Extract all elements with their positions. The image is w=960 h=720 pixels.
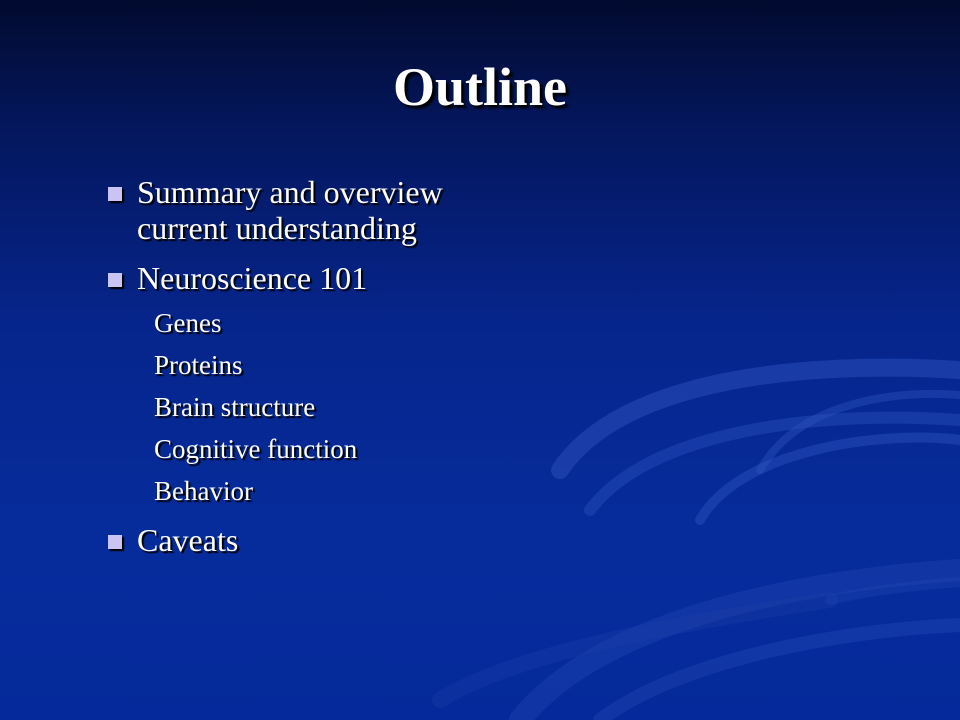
sub-bullet-item: Cognitive function <box>154 434 358 464</box>
bullet-label: Neuroscience 101 <box>137 260 368 296</box>
slide-title: Outline <box>392 57 568 117</box>
square-bullet-icon <box>108 273 122 287</box>
sub-bullet-list <box>104 302 524 512</box>
sub-bullet-item: Behavior <box>154 476 253 506</box>
bullet-item-neuroscience <box>104 260 524 296</box>
sub-bullet-item: Proteins <box>154 350 243 380</box>
square-bullet-icon <box>108 535 122 549</box>
bullet-item-summary <box>104 174 524 246</box>
bullet-label: Caveats <box>137 522 239 558</box>
sub-bullet-item: Brain structure <box>154 392 316 422</box>
outline-list <box>104 174 524 558</box>
bullet-item-caveats <box>104 522 524 558</box>
square-bullet-icon <box>108 187 122 201</box>
bullet-label: Summary and overview current understanding <box>137 174 443 246</box>
sub-bullet-item: Genes <box>154 308 222 338</box>
